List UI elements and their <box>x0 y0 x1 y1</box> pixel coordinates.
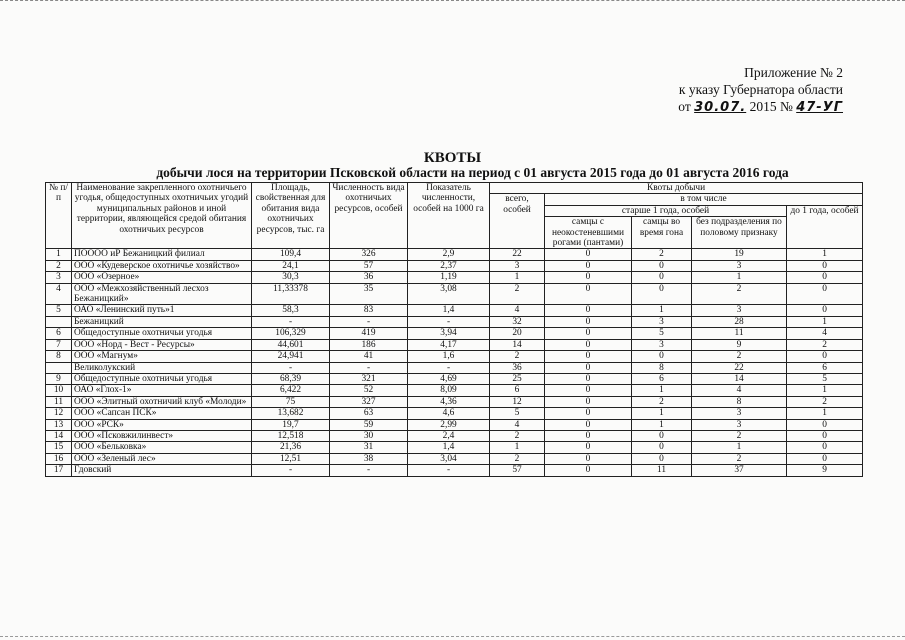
cell-total: 1 <box>490 272 545 283</box>
scan-bottom-edge <box>0 636 905 637</box>
cell-antlers: 0 <box>545 351 632 362</box>
cell-area: 75 <box>252 396 330 407</box>
cell-area: 30,3 <box>252 272 330 283</box>
cell-pop: 327 <box>330 396 408 407</box>
cell-total: 14 <box>490 339 545 350</box>
cell-nosex: 22 <box>692 362 787 373</box>
cell-nosex: 11 <box>692 328 787 339</box>
cell-under1: 0 <box>787 305 863 316</box>
cell-total: 3 <box>490 260 545 271</box>
cell-area: 11,33378 <box>252 283 330 305</box>
table-row <box>46 385 863 396</box>
cell-density: 4,36 <box>408 396 490 407</box>
cell-total: 57 <box>490 465 545 476</box>
cell-nosex: 28 <box>692 316 787 327</box>
header-older: старше 1 года, особей <box>545 205 787 216</box>
appendix-line-2: к указу Губернатора области <box>678 82 843 97</box>
cell-name: ООО «Бельковка» <box>72 442 252 453</box>
table-row <box>46 362 863 373</box>
cell-antlers: 0 <box>545 453 632 464</box>
cell-total: 32 <box>490 316 545 327</box>
cell-nosex: 1 <box>692 442 787 453</box>
cell-pop: 36 <box>330 272 408 283</box>
header-density: Показатель численности, особей на 1000 га <box>408 183 490 249</box>
cell-n: 13 <box>46 419 72 430</box>
cell-density: 2,9 <box>408 249 490 260</box>
cell-under1: 5 <box>787 373 863 384</box>
appendix-line-3 <box>678 98 843 116</box>
cell-antlers: 0 <box>545 260 632 271</box>
document-title: КВОТЫ <box>423 150 482 166</box>
cell-name: ООО «Норд - Вест - Ресурсы» <box>72 339 252 350</box>
cell-under1: 1 <box>787 316 863 327</box>
cell-total: 4 <box>490 419 545 430</box>
quota-table-body <box>46 249 863 476</box>
header-population: Численность вида охотничьих ресурсов, особей <box>330 183 408 249</box>
cell-pop: - <box>330 465 408 476</box>
cell-name: ООО «Зеленый лес» <box>72 453 252 464</box>
document-subtitle: добычи лося на территории Псковской области на период с 01 августа 2015 года до 01 августа 2016 года <box>156 165 789 180</box>
cell-area: 68,39 <box>252 373 330 384</box>
cell-nosex: 1 <box>692 272 787 283</box>
cell-under1: 2 <box>787 396 863 407</box>
cell-total: 36 <box>490 362 545 373</box>
header-total: всего, особей <box>490 194 545 249</box>
cell-rut: 1 <box>632 408 692 419</box>
cell-name: ООО «Сапсан ПСК» <box>72 408 252 419</box>
cell-pop: 419 <box>330 328 408 339</box>
cell-total: 25 <box>490 373 545 384</box>
cell-total: 5 <box>490 408 545 419</box>
cell-under1: 0 <box>787 351 863 362</box>
cell-under1: 4 <box>787 328 863 339</box>
cell-area: 109,4 <box>252 249 330 260</box>
cell-n: 9 <box>46 373 72 384</box>
table-row <box>46 305 863 316</box>
cell-under1: 6 <box>787 362 863 373</box>
scan-top-edge <box>0 0 905 1</box>
cell-density: 2,4 <box>408 430 490 441</box>
cell-area: 24,1 <box>252 260 330 271</box>
cell-name: ООО «Псковжилинвест» <box>72 430 252 441</box>
cell-density: - <box>408 465 490 476</box>
cell-pop: 59 <box>330 419 408 430</box>
cell-name: ПОООО иР Бежаницкий филиал <box>72 249 252 260</box>
cell-name: ООО «Межхозяйственный лесхоз Бежаницкий» <box>72 283 252 305</box>
table-row <box>46 316 863 327</box>
cell-rut: 1 <box>632 419 692 430</box>
cell-nosex: 19 <box>692 249 787 260</box>
cell-antlers: 0 <box>545 328 632 339</box>
cell-rut: 0 <box>632 272 692 283</box>
cell-nosex: 8 <box>692 396 787 407</box>
cell-n: 5 <box>46 305 72 316</box>
cell-rut: 0 <box>632 430 692 441</box>
cell-area: 106,329 <box>252 328 330 339</box>
cell-under1: 1 <box>787 408 863 419</box>
table-row <box>46 283 863 305</box>
cell-under1: 0 <box>787 272 863 283</box>
cell-total: 1 <box>490 442 545 453</box>
cell-area: 12,518 <box>252 430 330 441</box>
cell-pop: 186 <box>330 339 408 350</box>
table-row <box>46 328 863 339</box>
cell-density: 1,6 <box>408 351 490 362</box>
cell-density: 4,69 <box>408 373 490 384</box>
table-row <box>46 373 863 384</box>
cell-under1: 2 <box>787 339 863 350</box>
cell-density: 4,6 <box>408 408 490 419</box>
cell-name: Общедоступные охотничьи угодья <box>72 328 252 339</box>
table-row <box>46 351 863 362</box>
cell-pop: 326 <box>330 249 408 260</box>
cell-rut: 3 <box>632 339 692 350</box>
table-row <box>46 430 863 441</box>
cell-name: ООО «Кудеверское охотничье хозяйство» <box>72 260 252 271</box>
cell-nosex: 9 <box>692 339 787 350</box>
cell-n: 12 <box>46 408 72 419</box>
appendix-year: 2015 № <box>749 99 793 114</box>
cell-antlers: 0 <box>545 408 632 419</box>
quota-table <box>45 182 863 477</box>
table-row <box>46 453 863 464</box>
cell-n <box>46 316 72 327</box>
cell-name: Бежаницкий <box>72 316 252 327</box>
appendix-header <box>678 64 843 116</box>
cell-total: 2 <box>490 351 545 362</box>
cell-density: 8,09 <box>408 385 490 396</box>
table-row <box>46 260 863 271</box>
cell-density: 1,4 <box>408 442 490 453</box>
cell-name: Гдовский <box>72 465 252 476</box>
cell-nosex: 37 <box>692 465 787 476</box>
cell-pop: 57 <box>330 260 408 271</box>
cell-antlers: 0 <box>545 396 632 407</box>
cell-pop: 38 <box>330 453 408 464</box>
cell-nosex: 3 <box>692 260 787 271</box>
cell-under1: 0 <box>787 453 863 464</box>
cell-pop: 31 <box>330 442 408 453</box>
cell-total: 6 <box>490 385 545 396</box>
header-num: № п/п <box>46 183 72 249</box>
cell-nosex: 3 <box>692 305 787 316</box>
cell-antlers: 0 <box>545 465 632 476</box>
cell-area: 24,941 <box>252 351 330 362</box>
cell-area: - <box>252 362 330 373</box>
cell-name: ОАО «Ленинский путь»1 <box>72 305 252 316</box>
cell-antlers: 0 <box>545 385 632 396</box>
cell-under1: 0 <box>787 283 863 305</box>
cell-n: 10 <box>46 385 72 396</box>
cell-nosex: 2 <box>692 430 787 441</box>
cell-n: 11 <box>46 396 72 407</box>
cell-antlers: 0 <box>545 316 632 327</box>
handwritten-number: 47-УГ <box>796 100 843 115</box>
cell-total: 20 <box>490 328 545 339</box>
cell-density: - <box>408 362 490 373</box>
cell-area: 12,51 <box>252 453 330 464</box>
cell-pop: 30 <box>330 430 408 441</box>
cell-rut: 2 <box>632 249 692 260</box>
cell-area: 44,601 <box>252 339 330 350</box>
cell-nosex: 2 <box>692 351 787 362</box>
cell-rut: 5 <box>632 328 692 339</box>
cell-density: 4,17 <box>408 339 490 350</box>
cell-antlers: 0 <box>545 339 632 350</box>
cell-area: 58,3 <box>252 305 330 316</box>
cell-rut: 0 <box>632 351 692 362</box>
cell-total: 2 <box>490 430 545 441</box>
cell-name: ОАО «Глох-1» <box>72 385 252 396</box>
header-name: Наименование закрепленного охотничьего угодья, общедоступных охотничьих угодий муниципальных районов и иной территории, являющейся средой обитания охотничьих ресурсов <box>72 183 252 249</box>
cell-nosex: 3 <box>692 408 787 419</box>
cell-total: 22 <box>490 249 545 260</box>
header-area: Площадь, свойственная для обитания вида охотничьих ресурсов, тыс. га <box>252 183 330 249</box>
cell-n: 14 <box>46 430 72 441</box>
cell-name: ООО «Элитный охотничий клуб «Молоди» <box>72 396 252 407</box>
cell-rut: 6 <box>632 373 692 384</box>
table-row <box>46 339 863 350</box>
cell-n: 3 <box>46 272 72 283</box>
cell-density: - <box>408 316 490 327</box>
cell-name: Великолукский <box>72 362 252 373</box>
cell-pop: 41 <box>330 351 408 362</box>
cell-area: 6,422 <box>252 385 330 396</box>
cell-rut: 1 <box>632 385 692 396</box>
cell-density: 1,4 <box>408 305 490 316</box>
cell-area: 13,682 <box>252 408 330 419</box>
cell-density: 3,94 <box>408 328 490 339</box>
cell-rut: 8 <box>632 362 692 373</box>
table-row <box>46 396 863 407</box>
cell-n: 7 <box>46 339 72 350</box>
cell-total: 2 <box>490 283 545 305</box>
cell-nosex: 4 <box>692 385 787 396</box>
cell-n: 4 <box>46 283 72 305</box>
cell-antlers: 0 <box>545 442 632 453</box>
cell-antlers: 0 <box>545 430 632 441</box>
cell-n: 15 <box>46 442 72 453</box>
cell-n: 16 <box>46 453 72 464</box>
cell-antlers: 0 <box>545 373 632 384</box>
cell-n: 2 <box>46 260 72 271</box>
cell-n: 17 <box>46 465 72 476</box>
cell-n: 8 <box>46 351 72 362</box>
table-row <box>46 408 863 419</box>
cell-pop: 83 <box>330 305 408 316</box>
table-row <box>46 465 863 476</box>
cell-rut: 11 <box>632 465 692 476</box>
cell-under1: 0 <box>787 260 863 271</box>
cell-under1: 9 <box>787 465 863 476</box>
cell-pop: 35 <box>330 283 408 305</box>
cell-total: 2 <box>490 453 545 464</box>
cell-nosex: 3 <box>692 419 787 430</box>
table-row <box>46 272 863 283</box>
cell-area: - <box>252 465 330 476</box>
cell-rut: 3 <box>632 316 692 327</box>
cell-n: 1 <box>46 249 72 260</box>
cell-nosex: 2 <box>692 283 787 305</box>
cell-under1: 1 <box>787 249 863 260</box>
cell-rut: 0 <box>632 453 692 464</box>
cell-name: ООО «Озерное» <box>72 272 252 283</box>
cell-under1: 0 <box>787 430 863 441</box>
cell-n <box>46 362 72 373</box>
cell-antlers: 0 <box>545 272 632 283</box>
cell-pop: - <box>330 362 408 373</box>
cell-rut: 1 <box>632 305 692 316</box>
cell-rut: 0 <box>632 442 692 453</box>
cell-density: 3,04 <box>408 453 490 464</box>
header-no-sex: без подразделения по половому признаку <box>692 217 787 249</box>
cell-under1: 1 <box>787 385 863 396</box>
cell-pop: 63 <box>330 408 408 419</box>
cell-name: Общедоступные охотничьи угодья <box>72 373 252 384</box>
cell-nosex: 14 <box>692 373 787 384</box>
appendix-line-1: Приложение № 2 <box>744 65 843 80</box>
header-males-rut: самцы во время гона <box>632 217 692 249</box>
cell-name: ООО «Магнум» <box>72 351 252 362</box>
cell-rut: 0 <box>632 260 692 271</box>
cell-n: 6 <box>46 328 72 339</box>
cell-total: 12 <box>490 396 545 407</box>
cell-total: 4 <box>490 305 545 316</box>
cell-density: 1,19 <box>408 272 490 283</box>
cell-pop: - <box>330 316 408 327</box>
appendix-prefix: от <box>678 99 691 114</box>
cell-antlers: 0 <box>545 362 632 373</box>
cell-under1: 0 <box>787 419 863 430</box>
cell-area: 21,36 <box>252 442 330 453</box>
cell-antlers: 0 <box>545 249 632 260</box>
cell-pop: 52 <box>330 385 408 396</box>
cell-pop: 321 <box>330 373 408 384</box>
cell-density: 2,99 <box>408 419 490 430</box>
table-row <box>46 419 863 430</box>
header-including: в том числе <box>545 194 863 205</box>
cell-antlers: 0 <box>545 283 632 305</box>
cell-under1: 0 <box>787 442 863 453</box>
cell-name: ООО «РСК» <box>72 419 252 430</box>
header-males-antlers: самцы с неокостеневшими рогами (пантами) <box>545 217 632 249</box>
cell-density: 3,08 <box>408 283 490 305</box>
cell-antlers: 0 <box>545 419 632 430</box>
cell-area: 19,7 <box>252 419 330 430</box>
cell-nosex: 2 <box>692 453 787 464</box>
header-under1: до 1 года, особей <box>787 205 863 249</box>
cell-rut: 2 <box>632 396 692 407</box>
header-quota-group: Квоты добычи <box>490 183 863 194</box>
table-row <box>46 249 863 260</box>
handwritten-date: 30.07. <box>694 100 747 115</box>
table-row <box>46 442 863 453</box>
cell-area: - <box>252 316 330 327</box>
cell-density: 2,37 <box>408 260 490 271</box>
cell-rut: 0 <box>632 283 692 305</box>
cell-antlers: 0 <box>545 305 632 316</box>
